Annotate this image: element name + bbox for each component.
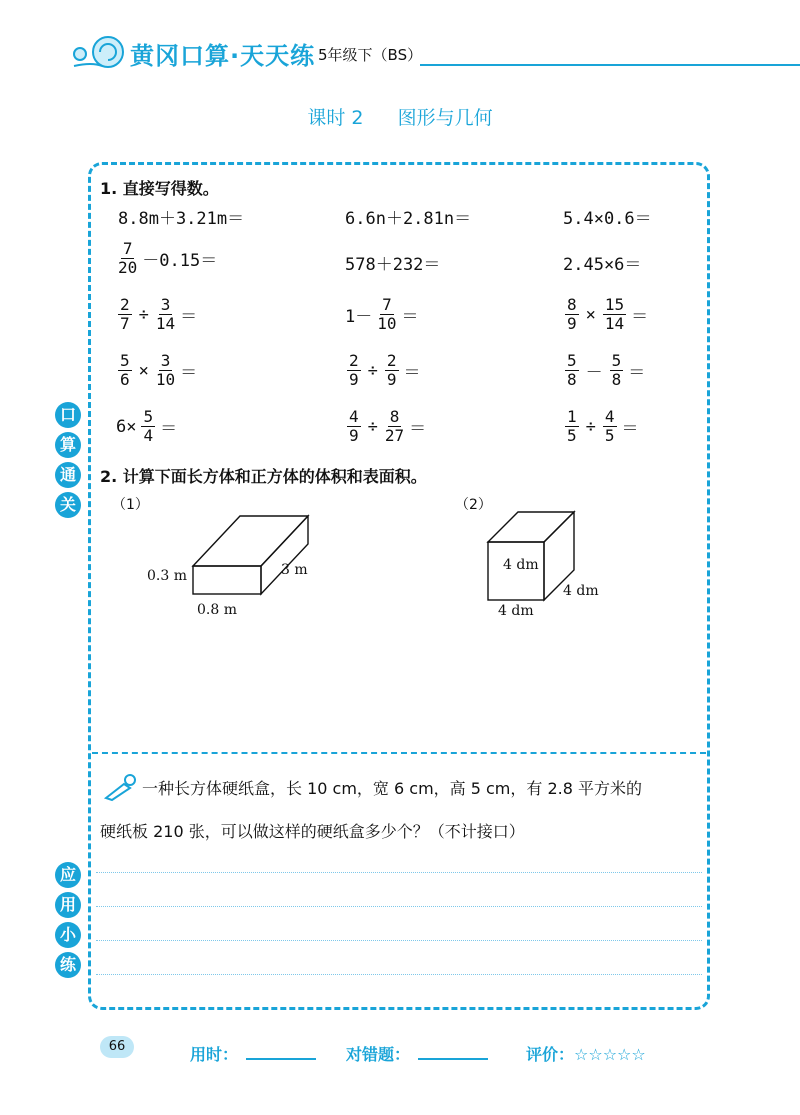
- snail-logo: [72, 34, 130, 74]
- equals: ＝: [631, 307, 649, 327]
- denominator: 7: [120, 314, 130, 333]
- question-1-title: 1. 直接写得数。: [100, 179, 219, 198]
- operator: ÷: [367, 416, 378, 437]
- expr-2a: [116, 240, 217, 277]
- time-label: 用时：: [190, 1045, 239, 1064]
- badge-char: 算: [55, 432, 81, 458]
- figure-1-label: （1）: [112, 497, 149, 513]
- errors-label: 对错题：: [346, 1045, 411, 1064]
- fraction: [565, 408, 579, 445]
- expr-prefix: 6×: [116, 416, 137, 437]
- numerator: 3: [160, 295, 171, 314]
- expr-4b: [345, 352, 421, 389]
- denominator: 8: [611, 370, 622, 389]
- fraction: [118, 352, 132, 389]
- denominator: 5: [604, 426, 615, 445]
- expr-rest: －0.15＝: [142, 251, 218, 271]
- numerator: 2: [349, 351, 359, 370]
- grade-label: 5年级下（BS）: [318, 46, 423, 64]
- denominator: 6: [120, 370, 130, 389]
- errors-field: [346, 1042, 488, 1065]
- cuboid-width-label: 0.8 m: [197, 602, 237, 618]
- answer-line: [96, 906, 702, 907]
- fraction: [118, 240, 137, 277]
- numerator: 8: [389, 407, 400, 426]
- equals: ＝: [160, 419, 178, 439]
- operator: －: [585, 363, 603, 383]
- expr-2b: 578＋232＝: [345, 255, 441, 275]
- fraction: [565, 352, 579, 389]
- lesson-title: [0, 103, 800, 130]
- errors-blank[interactable]: [418, 1044, 488, 1060]
- numerator: 5: [567, 351, 577, 370]
- equals: ＝: [628, 363, 646, 383]
- denominator: 8: [567, 370, 577, 389]
- denominator: 20: [118, 258, 138, 277]
- fraction: [603, 296, 626, 333]
- expr-4c: [563, 352, 645, 389]
- cuboid-height-label: 0.3 m: [147, 568, 187, 584]
- operator: ×: [585, 304, 596, 325]
- badge-char: 通: [55, 462, 81, 488]
- cube-bottom-label: 4 dm: [498, 603, 534, 619]
- cuboid-figure: [190, 500, 320, 600]
- fraction: [610, 352, 624, 389]
- cube-side-label: 4 dm: [563, 583, 599, 599]
- rating-label: 评价：: [526, 1045, 575, 1064]
- numerator: 7: [382, 295, 392, 314]
- equals: ＝: [180, 307, 198, 327]
- numerator: 5: [611, 351, 622, 370]
- numerator: 8: [567, 295, 577, 314]
- expr-5a: [116, 408, 177, 445]
- section-divider: [92, 752, 706, 754]
- equals: ＝: [621, 419, 639, 439]
- lesson-number: 课时 2: [307, 107, 364, 129]
- badge-char: 练: [55, 952, 81, 978]
- fraction: [347, 408, 361, 445]
- equals: ＝: [409, 419, 427, 439]
- expr-4a: [116, 352, 197, 389]
- numerator: 4: [604, 407, 615, 426]
- answer-line: [96, 872, 702, 873]
- denominator: 10: [377, 314, 397, 333]
- fraction: [385, 352, 399, 389]
- expr-3b: [345, 296, 419, 333]
- denominator: 9: [349, 426, 359, 445]
- numerator: 15: [604, 295, 625, 314]
- operator: ÷: [367, 360, 378, 381]
- numerator: 1: [567, 407, 577, 426]
- rating-field: [526, 1042, 646, 1065]
- side-badges-application: [55, 862, 81, 978]
- numerator: 7: [122, 239, 133, 258]
- cube-front-label: 4 dm: [503, 557, 539, 573]
- badge-char: 应: [55, 862, 81, 888]
- application-line-2: 硬纸板 210 张，可以做这样的硬纸盒多少个？（不计接口）: [100, 822, 525, 841]
- answer-line: [96, 974, 702, 975]
- answer-line: [96, 940, 702, 941]
- denominator: 5: [567, 426, 577, 445]
- expr-1b: 6.6n＋2.81n＝: [345, 209, 472, 229]
- denominator: 4: [143, 426, 154, 445]
- operator: ÷: [585, 416, 596, 437]
- numerator: 5: [120, 351, 130, 370]
- expr-2c: 2.45×6＝: [563, 255, 642, 275]
- figure-2-label: （2）: [455, 497, 492, 513]
- numerator: 2: [120, 295, 130, 314]
- expr-5b: [345, 408, 426, 445]
- denominator: 10: [155, 370, 176, 389]
- badge-char: 关: [55, 492, 81, 518]
- expr-1c: 5.4×0.6＝: [563, 209, 652, 229]
- equals: ＝: [403, 363, 421, 383]
- expr-5c: [563, 408, 639, 445]
- fraction: [156, 352, 175, 389]
- denominator: 27: [384, 426, 405, 445]
- expr-3c: [563, 296, 648, 333]
- fraction: [141, 408, 155, 445]
- fraction: [377, 296, 396, 333]
- fraction: [603, 408, 617, 445]
- numerator: 5: [143, 407, 154, 426]
- operator: ÷: [138, 304, 149, 325]
- fraction: [385, 408, 404, 445]
- fraction: [347, 352, 361, 389]
- operator: ×: [138, 360, 149, 381]
- denominator: 14: [155, 314, 176, 333]
- expr-3a: [116, 296, 197, 333]
- rating-stars[interactable]: ☆☆☆☆☆: [574, 1045, 646, 1064]
- denominator: 9: [567, 314, 577, 333]
- header-line: [420, 64, 800, 66]
- denominator: 9: [386, 370, 397, 389]
- side-badges-oral: [55, 402, 81, 518]
- denominator: 9: [349, 370, 359, 389]
- denominator: 14: [604, 314, 625, 333]
- equals: ＝: [401, 307, 419, 327]
- brand-title: 黄冈口算·天天练: [130, 42, 316, 70]
- fraction: [565, 296, 579, 333]
- expr-1a: 8.8m＋3.21m＝: [118, 209, 245, 229]
- fraction: [118, 296, 132, 333]
- application-line-1: 一种长方体硬纸盒，长 10 cm，宽 6 cm，高 5 cm，有 2.8 平方米的: [142, 779, 643, 798]
- time-field: [190, 1042, 316, 1065]
- expr-prefix: 1－: [345, 307, 373, 327]
- cuboid-length-label: 3 m: [281, 562, 308, 578]
- badge-char: 小: [55, 922, 81, 948]
- numerator: 3: [160, 351, 171, 370]
- badge-char: 口: [55, 402, 81, 428]
- question-2-title: 2. 计算下面长方体和正方体的体积和表面积。: [100, 467, 427, 486]
- time-blank[interactable]: [246, 1044, 316, 1060]
- badge-char: 用: [55, 892, 81, 918]
- numerator: 4: [349, 407, 359, 426]
- equals: ＝: [180, 363, 198, 383]
- lesson-name: 图形与几何: [397, 107, 493, 129]
- page-number: 66: [100, 1036, 134, 1058]
- exercise-frame: [88, 162, 710, 1010]
- numerator: 2: [386, 351, 397, 370]
- fraction: [156, 296, 175, 333]
